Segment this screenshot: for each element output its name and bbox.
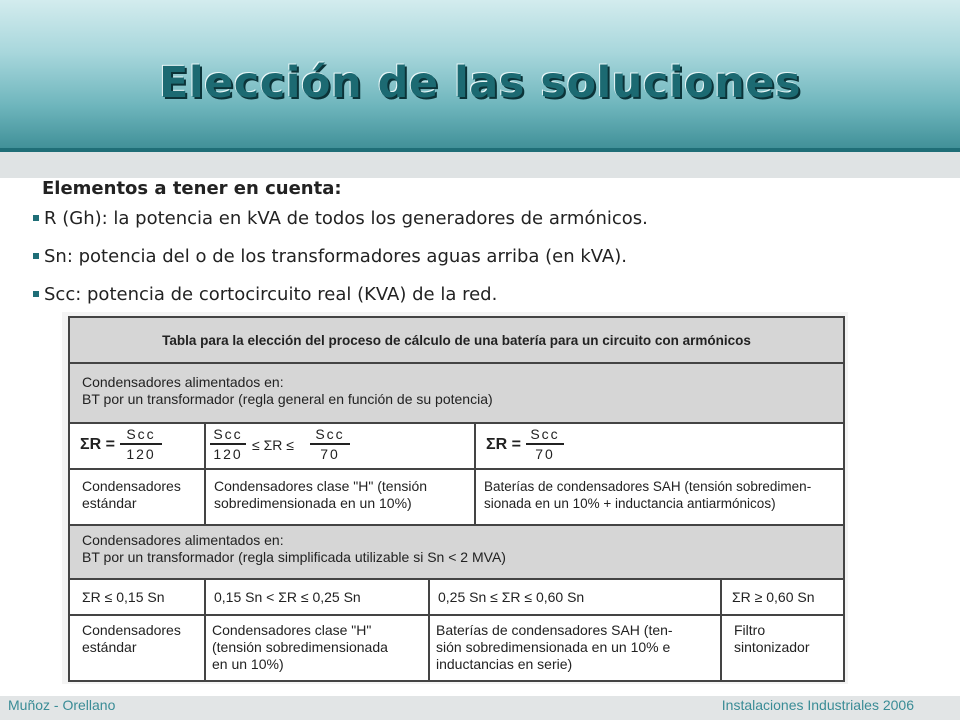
subheading: Elementos a tener en cuenta: (42, 178, 342, 199)
cell-line: Baterías de condensadores SAH (tensión sobredimen- (484, 479, 812, 494)
section2-solution-filter (722, 616, 843, 680)
fraction-denominator: 70 (320, 446, 340, 462)
cell-line: sionada en un 10% + inductancia antiarmónicos) (484, 496, 776, 511)
fraction-numerator: Scc (213, 426, 243, 442)
fraction-bar (120, 443, 162, 445)
section2-solution-sah (430, 616, 720, 680)
section1-line1: Condensadores alimentados en: (82, 374, 284, 390)
cell-line: Condensadores clase "H" (tensión (214, 478, 428, 494)
bullet-text: Sn: potencia del o de los transformadores aguas arriba (en kVA). (44, 246, 627, 267)
fraction-bar (526, 443, 564, 445)
fraction-bar (210, 443, 246, 445)
cell-line: estándar (82, 495, 137, 511)
cell-line: Baterías de condensadores SAH (ten- (436, 622, 673, 638)
section2-line1: Condensadores alimentados en: (82, 532, 284, 548)
bullet-item (32, 243, 932, 281)
fraction-scc-120 (120, 426, 162, 462)
footer-course: Instalaciones Industriales 2006 (721, 697, 914, 713)
fraction-scc-70 (526, 426, 564, 462)
fraction-scc-70 (310, 426, 350, 462)
condition-cell: 0,15 Sn < ΣR ≤ 0,25 Sn (214, 589, 361, 605)
cell-line: (tensión sobredimensionada (212, 639, 388, 655)
sigma-r-label: ΣR = (80, 436, 115, 453)
fraction-numerator: Scc (530, 426, 560, 442)
section2-conditions-row (70, 580, 843, 614)
cell-line: en un 10%) (212, 656, 284, 672)
table-rule (204, 424, 206, 524)
section1-conditions-row (70, 424, 843, 468)
square-bullet-icon (33, 215, 39, 221)
condition-cell: ΣR ≤ 0,15 Sn (82, 589, 165, 605)
bullet-list (32, 205, 932, 319)
fraction-scc-120 (210, 426, 246, 462)
table-rule (428, 580, 430, 680)
section2-description (70, 526, 843, 578)
sigma-r-label: ΣR = (486, 436, 521, 453)
cell-line: sintonizador (734, 639, 810, 655)
range-operator: ≤ ΣR ≤ (252, 437, 294, 453)
section1-solution-sah (476, 470, 843, 524)
bullet-text: R (Gh): la potencia en kVA de todos los generadores de armónicos. (44, 208, 648, 229)
fraction-denominator: 120 (126, 446, 156, 462)
table-rule (204, 580, 206, 680)
section2-line2: BT por un transformador (regla simplificada utilizable si Sn < 2 MVA) (82, 549, 506, 565)
square-bullet-icon (33, 253, 39, 259)
cell-line: estándar (82, 639, 137, 655)
fraction-numerator: Scc (126, 426, 156, 442)
table-rule (720, 580, 722, 680)
cell-line: inductancias en serie) (436, 656, 573, 672)
cell-line: Condensadores (82, 622, 181, 638)
cell-line: Condensadores clase "H" (212, 622, 372, 638)
section1-line2: BT por un transformador (regla general en función de su potencia) (82, 391, 493, 407)
table-header: Tabla para la elección del proceso de cálculo de una batería para un circuito con armónicos (70, 318, 843, 362)
slide-title: Elección de las soluciones (159, 58, 801, 108)
table-rule (474, 424, 476, 524)
footer-authors: Muñoz - Orellano (8, 697, 116, 713)
condition-cell: 0,25 Sn ≤ ΣR ≤ 0,60 Sn (438, 589, 585, 605)
header-band (0, 152, 960, 178)
fraction-denominator: 120 (213, 446, 243, 462)
section2-solution-standard (70, 616, 204, 680)
fraction-numerator: Scc (315, 426, 345, 442)
cell-line: Condensadores (82, 478, 181, 494)
section1-solution-standard (70, 470, 204, 524)
capacitor-selection-table (68, 316, 845, 682)
cell-line: Filtro (734, 622, 766, 638)
fraction-denominator: 70 (535, 446, 555, 462)
square-bullet-icon (33, 291, 39, 297)
bullet-text: Scc: potencia de cortocircuito real (KVA) de la red. (44, 284, 498, 305)
section2-solution-class-h (206, 616, 428, 680)
cell-line: sión sobredimensionada en un 10% e (436, 639, 671, 655)
bullet-item (32, 205, 932, 243)
fraction-bar (310, 443, 350, 445)
section1-description (70, 364, 843, 422)
condition-cell: ΣR ≥ 0,60 Sn (732, 589, 815, 605)
cell-line: sobredimensionada en un 10%) (214, 495, 412, 511)
section1-solution-class-h (206, 470, 474, 524)
